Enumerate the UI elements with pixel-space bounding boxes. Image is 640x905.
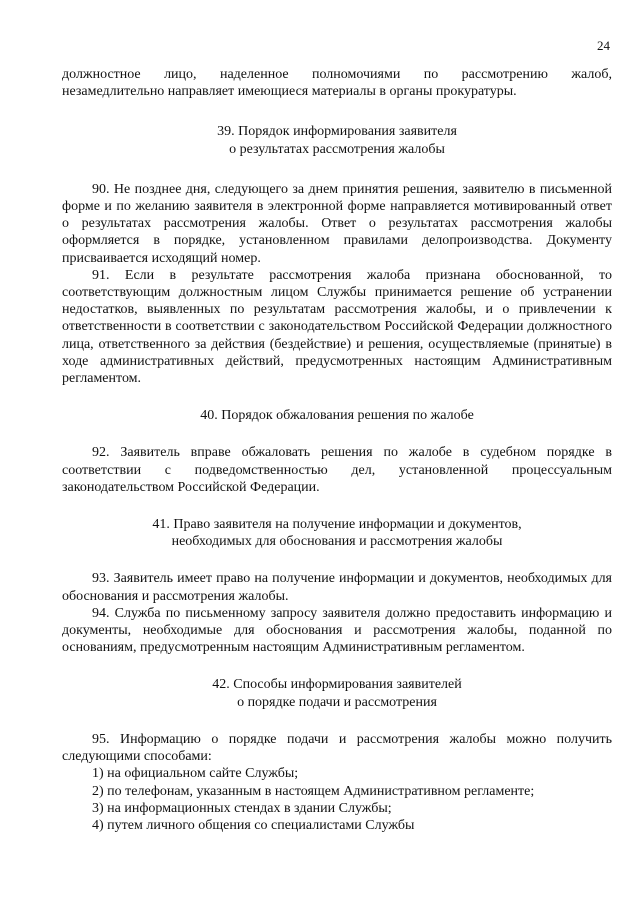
list-item: 2) по телефонам, указанным в настоящем Административном регламенте; xyxy=(92,783,535,799)
section-heading-line: 39. Порядок информирования заявителя xyxy=(217,124,457,140)
document-body xyxy=(62,66,612,834)
list-item: 1) на официальном сайте Службы; xyxy=(92,766,299,782)
section-heading-line: о результатах рассмотрения жалобы xyxy=(229,141,445,157)
section-heading xyxy=(62,676,612,710)
continuation-line-2: незамедлительно направляет имеющиеся материалы в органы прокуратуры. xyxy=(62,84,517,100)
paragraph: 91. Если в результате рассмотрения жалоба признана обоснованной, то соответствующим должностным лицом Службы принимается решение об устранении недостатков, выявленных по результатам рассмотрения жалобы, и о привлечении к ответственности в соответствии с законодательством Российской Федерации должностного лица, ответственного за действия (бездействие) и решения, осуществляемые (принятые) в ходе административных действий, предусмотренных настоящим Административным регламентом. xyxy=(62,267,612,387)
paragraph: 94. Служба по письменному запросу заявителя должно предоставить информацию и документы, необходимые для обоснования и рассмотрения жалобы, поданной по основаниям, предусмотренным настоящим Административным регламентом. xyxy=(62,605,612,656)
paragraph: 92. Заявитель вправе обжаловать решения по жалобе в судебном порядке в соответствии с подведомственностью дел, установленной процессуальным законодательством Российской Федерации. xyxy=(62,445,612,495)
section-heading xyxy=(62,407,612,424)
section-heading-line: 40. Порядок обжалования решения по жалобе xyxy=(200,408,474,424)
paragraph: 95. Информацию о порядке подачи и рассмотрения жалобы можно получить следующими способами: xyxy=(62,731,612,765)
paragraph: 93. Заявитель имеет право на получение информации и документов, необходимых для обоснования и рассмотрения жалобы. xyxy=(62,571,612,604)
section-heading-line: 42. Способы информирования заявителей xyxy=(212,677,462,693)
list-item: 4) путем личного общения со специалистами Службы xyxy=(92,817,415,833)
section-heading-line: 41. Право заявителя на получение информации и документов, xyxy=(152,517,522,533)
continuation-line-1: должностное лицо, наделенное полномочиями по рассмотрению жалоб, xyxy=(62,67,612,82)
page-number: 24 xyxy=(597,38,610,53)
section-heading-line: о порядке подачи и рассмотрения xyxy=(237,694,437,710)
section-heading xyxy=(62,516,612,550)
section-heading-line: необходимых для обоснования и рассмотрения жалобы xyxy=(171,534,503,550)
section-heading xyxy=(62,123,612,157)
list-item: 3) на информационных стендах в здании Службы; xyxy=(92,800,392,816)
list xyxy=(62,765,612,834)
paragraph: 90. Не позднее дня, следующего за днем принятия решения, заявителю в письменной форме и по желанию заявителя в электронной форме направляется мотивированный ответ о результатах рассмотрения жалобы. Ответ о результатах рассмотрения жалобы оформляется в порядке, установленном правилами делопроизводства. Документу присваивается исходящий номер. xyxy=(62,181,612,266)
